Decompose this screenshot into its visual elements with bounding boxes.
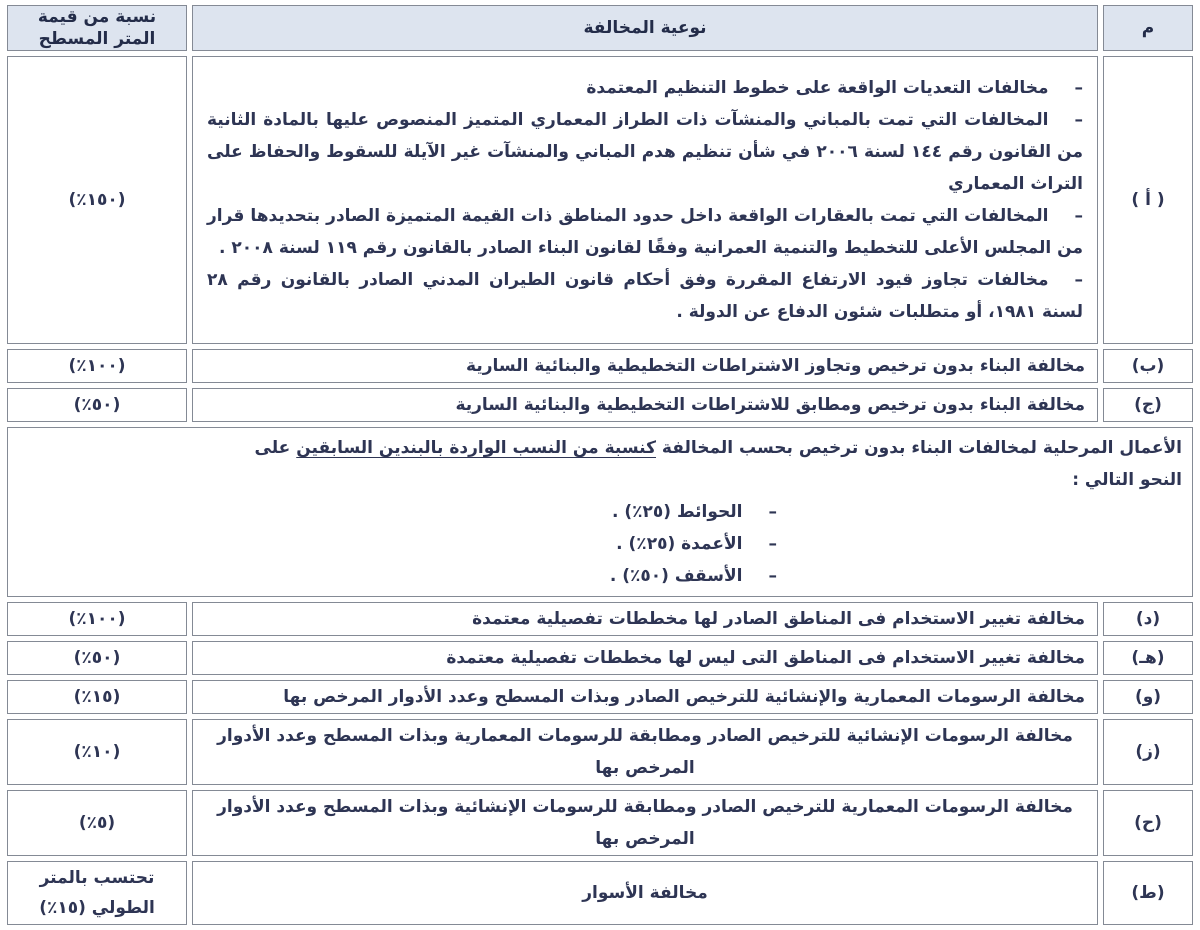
row-a-id: ( أ ) bbox=[1103, 56, 1193, 344]
row-a-percentage: (١٥٠٪) bbox=[7, 56, 187, 344]
interim-intro-line2: النحو التالي : bbox=[1072, 470, 1182, 490]
table-row-d bbox=[7, 602, 1193, 636]
row-a-bullet-1 bbox=[207, 72, 1083, 104]
row-i-percentage-line1: تحتسب بالمتر bbox=[39, 868, 155, 888]
dash-bullet-icon: – bbox=[1074, 206, 1083, 226]
row-f-id: (و) bbox=[1103, 680, 1193, 714]
header-cell-violation-type: نوعية المخالفة bbox=[192, 5, 1098, 51]
interim-bullet-ceilings bbox=[18, 560, 777, 592]
interim-works-cell bbox=[7, 427, 1193, 597]
interim-bullet-columns-text: الأعمدة (٢٥٪) . bbox=[616, 534, 743, 554]
row-b-percentage: (١٠٠٪) bbox=[7, 349, 187, 383]
interim-intro-underlined: كنسبة من النسب الواردة بالبندين السابقين bbox=[296, 438, 656, 458]
table-row-a bbox=[7, 56, 1193, 344]
dash-bullet-icon: – bbox=[768, 534, 777, 554]
table-row-b bbox=[7, 349, 1193, 383]
row-a-bullet-3-text: المخالفات التي تمت بالعقارات الواقعة داخل حدود المناطق ذات القيمة المتميزة الصادر بتحديدها قرار من المجلس الأعلى للتخطيط والتنمية العمرانية وفقًا لقانون البناء الصادر بالقانون رقم ١١٩ لسنة ٢٠٠٨ . bbox=[207, 206, 1083, 258]
interim-bullet-columns bbox=[18, 528, 777, 560]
table-row-h bbox=[7, 790, 1193, 856]
row-e-percentage: (٥٠٪) bbox=[7, 641, 187, 675]
table-row-g bbox=[7, 719, 1193, 785]
row-i-percentage bbox=[7, 861, 187, 925]
row-e-violation-text: مخالفة تغيير الاستخدام فى المناطق التى ليس لها مخططات تفصيلية معتمدة bbox=[192, 641, 1098, 675]
row-i-violation-text: مخالفة الأسوار bbox=[192, 861, 1098, 925]
dash-bullet-icon: – bbox=[1074, 270, 1083, 290]
row-f-percentage: (١٥٪) bbox=[7, 680, 187, 714]
row-d-violation-text: مخالفة تغيير الاستخدام فى المناطق الصادر لها مخططات تفصيلية معتمدة bbox=[192, 602, 1098, 636]
row-c-violation-text: مخالفة البناء بدون ترخيص ومطابق للاشتراطات التخطيطية والبنائية السارية bbox=[192, 388, 1098, 422]
row-h-id: (ح) bbox=[1103, 790, 1193, 856]
table-row-c bbox=[7, 388, 1193, 422]
table-row-e bbox=[7, 641, 1193, 675]
dash-bullet-icon: – bbox=[1074, 78, 1083, 98]
header-cell-number: م bbox=[1103, 5, 1193, 51]
row-a-bullet-1-text: مخالفات التعديات الواقعة على خطوط التنظيم المعتمدة bbox=[586, 78, 1049, 98]
row-g-percentage: (١٠٪) bbox=[7, 719, 187, 785]
row-g-id: (ز) bbox=[1103, 719, 1193, 785]
header-percentage-line1: نسبة من قيمة bbox=[37, 7, 157, 27]
interim-bullet-walls-text: الحوائط (٢٥٪) . bbox=[611, 502, 743, 522]
header-percentage-line2: المتر المسطح bbox=[38, 29, 156, 49]
table-row-f bbox=[7, 680, 1193, 714]
row-a-bullet-2 bbox=[207, 104, 1083, 200]
row-b-violation-text: مخالفة البناء بدون ترخيص وتجاوز الاشتراطات التخطيطية والبنائية السارية bbox=[192, 349, 1098, 383]
row-g-line1: مخالفة الرسومات الإنشائية للترخيص الصادر ومطابقة للرسومات المعمارية وبذات المسطح وعدد الأدوار bbox=[217, 726, 1073, 746]
row-c-id: (ج) bbox=[1103, 388, 1193, 422]
interim-intro-end: على bbox=[254, 438, 291, 458]
row-b-id: (ب) bbox=[1103, 349, 1193, 383]
row-i-id: (ط) bbox=[1103, 861, 1193, 925]
violations-table bbox=[2, 0, 1198, 930]
row-f-violation-text: مخالفة الرسومات المعمارية والإنشائية للترخيص الصادر وبذات المسطح وعدد الأدوار المرخص بها bbox=[192, 680, 1098, 714]
row-h-line1: مخالفة الرسومات المعمارية للترخيص الصادر ومطابقة للرسومات الإنشائية وبذات المسطح وعدد الأدوار bbox=[217, 797, 1073, 817]
dash-bullet-icon: – bbox=[1074, 110, 1083, 130]
row-e-id: (هـ) bbox=[1103, 641, 1193, 675]
table-row-i bbox=[7, 861, 1193, 925]
table-header-row bbox=[7, 5, 1193, 51]
row-a-bullet-4-text: مخالفات تجاوز قيود الارتفاع المقررة وفق أحكام قانون الطيران المدني الصادر بالقانون رقم ٢٨ لسنة ١٩٨١، أو متطلبات شئون الدفاع عن الدولة . bbox=[207, 270, 1083, 322]
interim-bullet-ceilings-text: الأسقف (٥٠٪) . bbox=[609, 566, 743, 586]
table-row-interim-works bbox=[7, 427, 1193, 597]
row-a-violations bbox=[192, 56, 1098, 344]
row-a-bullet-4 bbox=[207, 264, 1083, 328]
row-h-violation-text bbox=[192, 790, 1098, 856]
row-a-bullet-2-text: المخالفات التي تمت بالمباني والمنشآت ذات الطراز المعماري المتميز المنصوص عليها بالمادة الثانية من القانون رقم ١٤٤ لسنة ٢٠٠٦ في شأن تنظيم هدم المباني والمنشآت غير الآيلة للسقوط والحفاظ على التراث المعماري bbox=[207, 110, 1083, 194]
header-cell-percentage bbox=[7, 5, 187, 51]
row-i-percentage-line2: الطولي (١٥٪) bbox=[39, 898, 155, 918]
row-h-line2: المرخص بها bbox=[595, 829, 695, 849]
row-d-id: (د) bbox=[1103, 602, 1193, 636]
interim-bullet-walls bbox=[18, 496, 777, 528]
row-h-percentage: (٥٪) bbox=[7, 790, 187, 856]
interim-intro-start: الأعمال المرحلية لمخالفات البناء بدون ترخيص بحسب المخالفة bbox=[661, 438, 1182, 458]
dash-bullet-icon: – bbox=[768, 502, 777, 522]
row-d-percentage: (١٠٠٪) bbox=[7, 602, 187, 636]
row-g-violation-text bbox=[192, 719, 1098, 785]
row-g-line2: المرخص بها bbox=[595, 758, 695, 778]
interim-intro bbox=[18, 432, 1182, 496]
dash-bullet-icon: – bbox=[768, 566, 777, 586]
row-a-bullet-3 bbox=[207, 200, 1083, 264]
row-c-percentage: (٥٠٪) bbox=[7, 388, 187, 422]
